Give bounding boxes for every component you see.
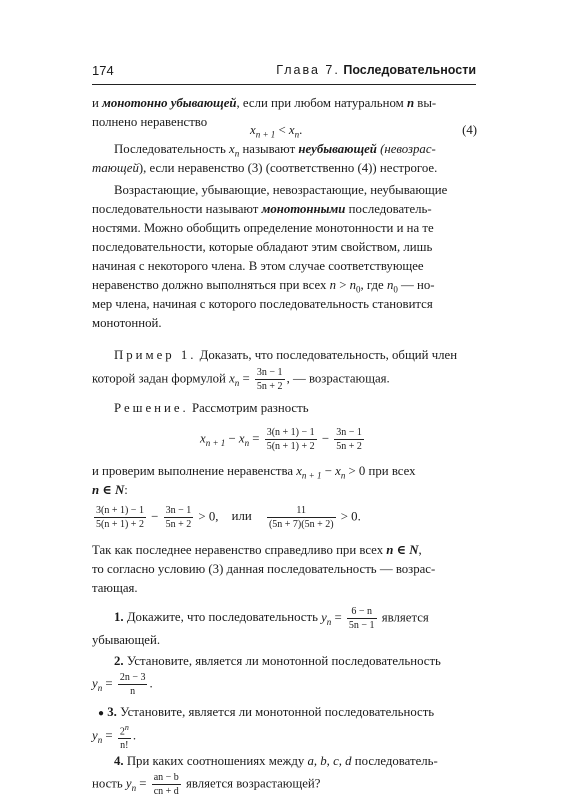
paragraph-line: тающей), если неравенство (3) (соответственно (4)) нестрогое. xyxy=(92,161,438,175)
book-page: 174 Глава 7. Последовательности и монотонно убывающей, если при любом натуральном n вы- полнено неравенство $x_{n + 1} < x_n$. (4) Последовательность $x_n$ называют неубывающей (невозрас- тающей), если неравенство (3) (соответственно (4)) нестрогое. Возрастающие, убывающие, невозрастающие, неубывающие последовательности называют монотонными последователь- ностями. Можно обобщить определение монотонности и на те последовательности, которые обладают этим свойством, лишь начиная с некоторого члена. В этом случае соответствующее неравенство должно выполняться при всех $n > n_0$, где $n_0$ — но- мер члена, начиная с которого последовательность становится монотонной. Пример 1. Доказать, что последовательность, общий член которой задан формулой $x_n$ = $\frac{3n - 1}{5n + 2}$ , — возрастающая. Решение. Рассмотрим разность $x_{n + 1} - x_n$ = $\frac{3(n + 1) - 1}{5(n + 1) + 2}$ − $\frac{3n - 1}{5n + 2}$ и проверим выполнение неравенства $x_{n + 1} - x_n > 0$ при всех n ∈ N: $\frac{3(n + 1) - 1}{5(n + 1) + 2}$ − $\frac{3n - 1}{5n + 2}$ > 0, или $\frac{11}{(5n + 7)(5n + 2)}$ > 0. Так как последнее неравенство справедливо при всех n ∈ N, то согласно условию (3) данная последовательность — возрас- тающая. 1. Докажите, что последовательность $y_n$ = $\frac{6 - n}{5n - 1}$ является убывающей. 2. Установите, является ли монотонной последовательность $y_n$ = $\frac{2n - 3}{n}$ . ● 3. Установите, является ли монотонной последовательность $y_n$ = $\frac{2^n}{n!}$ . 4. При каких соотношениях между a, b, c, d последователь- ность $y_n$ = $\frac{an - b}{cn + d}$ является возрастающей? xyxy=(0,0,569,800)
paragraph-line: начиная с некоторого члена. В этом случае соответствующее xyxy=(92,259,424,273)
fraction: $\frac{3n - 1}{5n + 2}$ xyxy=(336,427,362,452)
paragraph-line: тающая. xyxy=(92,581,138,595)
fraction: $\frac{3n - 1}{5n + 2}$ xyxy=(165,505,192,530)
paragraph-monotone-decreasing: и монотонно убывающей, если при любом натуральном n вы- xyxy=(92,96,437,110)
exercise-2-formula: $y_n$ = $\frac{2n - 3}{n}$ . xyxy=(92,672,153,697)
fraction: $\frac{11}{(5n + 7)(5n + 2)}$ xyxy=(268,505,334,530)
paragraph-line: полнено неравенство xyxy=(92,115,208,129)
paragraph-monotone: Возрастающие, убывающие, невозрастающие, неубывающие xyxy=(114,183,448,197)
fraction: $\frac{an - b}{cn + d}$ xyxy=(153,772,179,797)
example-1-formula-line: которой задан формулой $x_n$ = $\frac{3n - 1}{5n + 2}$ , — возрастающая. xyxy=(92,367,390,392)
paragraph-line: мер члена, начиная с которого последовательность становится xyxy=(92,297,433,311)
paragraph-line: последовательности, которые обладают этим свойством, лишь xyxy=(92,240,433,254)
exercise-3-formula: $y_n$ = $\frac{2^n}{n!}$ . xyxy=(92,723,137,752)
paragraph-line: монотонной. xyxy=(92,316,162,330)
paragraph-check: и проверим выполнение неравенства $x_{n + 1} - x_n > 0$ при всех xyxy=(92,464,416,481)
page-number: 174 xyxy=(92,63,114,78)
paragraph-nondecreasing: Последовательность $x_n$ называют неубывающей (невозрас- xyxy=(114,142,436,159)
fraction: $\frac{3(n + 1) - 1}{5(n + 1) + 2}$ xyxy=(96,505,144,530)
chapter-heading: Глава 7. Последовательности xyxy=(276,63,476,77)
paragraph-line: последовательности называют монотонными последователь- xyxy=(92,202,432,216)
difficulty-bullet-icon: ● xyxy=(98,708,105,719)
fraction: $\frac{3n - 1}{5n + 2}$ xyxy=(256,367,283,392)
difference-equation: $x_{n + 1} - x_n$ = $\frac{3(n + 1) - 1}{5(n + 1) + 2}$ − $\frac{3n - 1}{5n + 2}$ xyxy=(200,427,362,452)
exercise-3: ● 3. Установите, является ли монотонной последовательность xyxy=(92,703,477,723)
fraction: $\frac{6 - n}{5n - 1}$ xyxy=(348,606,375,631)
fraction: $\frac{2n - 3}{n}$ xyxy=(119,672,146,697)
paragraph-line: ностями. Можно обобщить определение монотонности и на те xyxy=(92,221,434,235)
fraction: $\frac{2^n}{n!}$ xyxy=(119,723,129,752)
solution-intro: Решение. Рассмотрим разность xyxy=(92,399,477,418)
exercise-2: 2. Установите, является ли монотонной последовательность xyxy=(114,654,441,668)
example-label: Пример 1. xyxy=(114,348,197,362)
solution-label: Решение. xyxy=(114,401,189,415)
fraction: $\frac{3(n + 1) - 1}{5(n + 1) + 2}$ xyxy=(266,427,315,452)
exercise-1-cont: убывающей. xyxy=(92,633,161,647)
paragraph-line: то согласно условию (3) данная последовательность — возрас- xyxy=(92,562,436,576)
exercise-4-formula: ность $y_n$ = $\frac{an - b}{cn + d}$ является возрастающей? xyxy=(92,772,321,797)
exercise-4: 4. При каких соотношениях между a, b, c, d последователь- xyxy=(114,754,438,768)
example-1-statement: Пример 1. Доказать, что последовательность, общий член xyxy=(92,346,477,365)
inequality-equation: $\frac{3(n + 1) - 1}{5(n + 1) + 2}$ − $\frac{3n - 1}{5n + 2}$ > 0, или $\frac{11}{(5n + 7)(5n + 2)}$ > 0. xyxy=(96,505,361,530)
exercise-1: 1. Докажите, что последовательность $y_n$ = $\frac{6 - n}{5n - 1}$ является xyxy=(114,606,429,631)
paragraph-line: n ∈ N: xyxy=(92,483,128,497)
running-header xyxy=(92,56,476,85)
equation-number: (4) xyxy=(462,123,477,137)
paragraph-conclusion: Так как последнее неравенство справедливо при всех n ∈ N, xyxy=(92,543,422,557)
paragraph-line: неравенство должно выполняться при всех $n > n_0$, где $n_0$ — но- xyxy=(92,278,435,295)
